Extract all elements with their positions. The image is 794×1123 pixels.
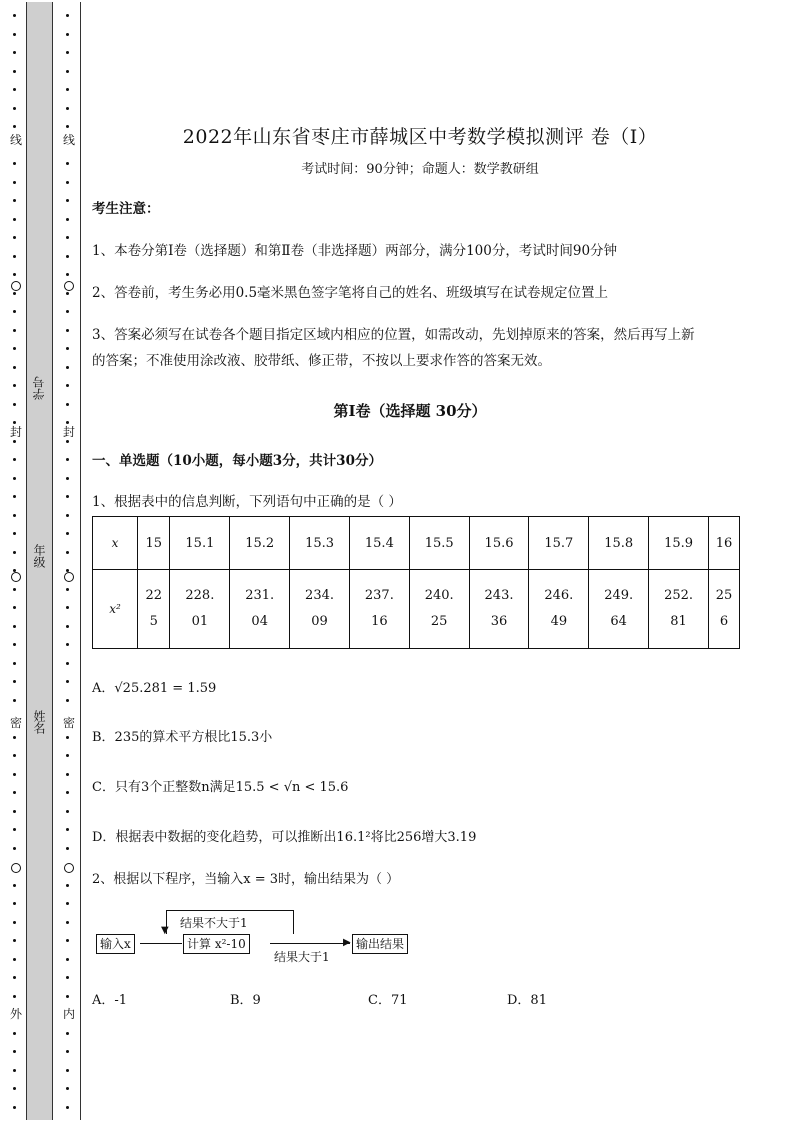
outer-mark-wai: 外 xyxy=(6,1007,26,1021)
cut-line-dot xyxy=(66,754,69,757)
arrow-down-icon: ▼ xyxy=(161,925,169,936)
cut-line-dot xyxy=(13,218,16,221)
notice-item-1: 1、本卷分第I卷（选择题）和第Ⅱ卷（非选择题）两部分，满分100分，考试时间90分钟 xyxy=(92,243,618,259)
cut-line-dot xyxy=(13,680,16,683)
cut-line-dot xyxy=(66,736,69,739)
cut-line-dot xyxy=(66,107,69,110)
outer-dotted-cut-line xyxy=(6,0,26,1123)
table-cell: 228.01 xyxy=(170,570,230,649)
inner-mark-xian: 线 xyxy=(59,133,79,147)
cut-line-dot xyxy=(66,1050,69,1053)
flow-arrow-line xyxy=(140,943,182,944)
exam-subtitle: 考试时间：90分钟；命题人：数学教研组 xyxy=(301,162,539,177)
inner-mark-mi: 密 xyxy=(59,716,79,730)
question-1-option-b: B．235的算术平方根比15.3小 xyxy=(92,730,273,745)
cut-line-dot xyxy=(66,643,69,646)
cut-line-dot xyxy=(13,810,16,813)
cut-line-dot xyxy=(13,421,16,424)
question-2-stem: 2、根据以下程序，当输入x = 3时，输出结果为（ ） xyxy=(92,872,400,887)
flow-loop-line xyxy=(166,910,294,911)
table-cell: 15 xyxy=(138,517,170,570)
flow-arrow-line xyxy=(270,943,350,944)
cut-line-dot xyxy=(13,958,16,961)
cut-line-dot xyxy=(13,14,16,17)
part-title: 一、单选题（10小题，每小题3分，共计30分） xyxy=(92,453,382,469)
question-1-option-c: C．只有3个正整数n满足15.5 < √n < 15.6 xyxy=(92,780,349,795)
cut-line-dot xyxy=(13,551,16,554)
table-cell: 246.49 xyxy=(529,570,589,649)
binding-circle xyxy=(11,572,21,582)
name-label: 姓名 xyxy=(32,710,46,734)
flow-loop-label: 结果不大于1 xyxy=(180,916,248,930)
cut-line-dot xyxy=(66,51,69,54)
cut-line-dot xyxy=(13,514,16,517)
cut-line-dot xyxy=(66,403,69,406)
arrow-head-icon: ▶ xyxy=(343,937,351,948)
cut-line-dot xyxy=(13,51,16,54)
row-label-x-squared: x² xyxy=(93,570,138,649)
page-title: 2022年山东省枣庄市薛城区中考数学模拟测评 卷（Ⅰ） xyxy=(182,126,658,148)
cut-line-dot xyxy=(13,255,16,258)
cut-line-dot xyxy=(66,662,69,665)
cut-line-dot xyxy=(66,125,69,128)
cut-line-dot xyxy=(66,902,69,905)
table-cell: 225 xyxy=(138,570,170,649)
cut-line-dot xyxy=(66,162,69,165)
inner-mark-feng: 封 xyxy=(59,425,79,439)
outer-mark-feng: 封 xyxy=(6,425,26,439)
cut-line-dot xyxy=(13,236,16,239)
outer-mark-xian: 线 xyxy=(6,133,26,147)
cut-line-dot xyxy=(66,958,69,961)
cut-line-dot xyxy=(66,477,69,480)
cut-line-dot xyxy=(13,643,16,646)
binding-circle xyxy=(64,572,74,582)
cut-line-dot xyxy=(13,847,16,850)
cut-line-dot xyxy=(66,551,69,554)
cut-line-dot xyxy=(66,70,69,73)
cut-line-dot xyxy=(13,699,16,702)
cut-line-dot xyxy=(66,828,69,831)
cut-line-dot xyxy=(66,14,69,17)
question-2-option-b: B．9 xyxy=(230,993,261,1008)
square-table xyxy=(92,516,740,649)
cut-line-dot xyxy=(13,88,16,91)
cut-line-dot xyxy=(13,273,16,276)
cut-line-dot xyxy=(66,33,69,36)
table-cell: 252.81 xyxy=(649,570,709,649)
question-2-option-c: C．71 xyxy=(368,993,408,1008)
cut-line-dot xyxy=(13,754,16,757)
cut-line-dot xyxy=(66,495,69,498)
cut-line-dot xyxy=(66,292,69,295)
inner-dotted-cut-line xyxy=(59,0,79,1123)
notice-item-2: 2、答卷前，考生务必用0.5毫米黑色签字笔将自己的姓名、班级填写在试卷规定位置上 xyxy=(92,285,609,301)
cut-line-dot xyxy=(13,458,16,461)
cut-line-dot xyxy=(66,625,69,628)
cut-line-dot xyxy=(13,884,16,887)
question-1-option-d: D．根据表中数据的变化趋势，可以推断出16.1²将比256增大3.19 xyxy=(92,830,477,845)
table-cell: 237.16 xyxy=(349,570,409,649)
cut-line-dot xyxy=(66,310,69,313)
cut-line-dot xyxy=(13,125,16,128)
cut-line-dot xyxy=(13,606,16,609)
table-cell: 15.4 xyxy=(349,517,409,570)
cut-line-dot xyxy=(66,181,69,184)
cut-line-dot xyxy=(13,495,16,498)
outer-mark-mi: 密 xyxy=(6,716,26,730)
table-cell: 15.8 xyxy=(589,517,649,570)
table-cell: 231.04 xyxy=(230,570,290,649)
cut-line-dot xyxy=(13,791,16,794)
cut-line-dot xyxy=(66,939,69,942)
flow-input-box: 输入x xyxy=(96,934,135,954)
cut-line-dot xyxy=(66,329,69,332)
cut-line-dot xyxy=(66,366,69,369)
cut-line-dot xyxy=(66,1087,69,1090)
cut-line-dot xyxy=(13,1050,16,1053)
cut-line-dot xyxy=(13,662,16,665)
table-cell: 15.9 xyxy=(649,517,709,570)
cut-line-dot xyxy=(13,347,16,350)
cut-line-dot xyxy=(66,680,69,683)
cut-line-dot xyxy=(13,292,16,295)
cut-line-dot xyxy=(13,921,16,924)
table-cell: 243.36 xyxy=(469,570,529,649)
cut-line-dot xyxy=(66,1106,69,1109)
table-cell: 15.1 xyxy=(170,517,230,570)
cut-line-dot xyxy=(66,88,69,91)
notice-item-3-cont: 的答案；不准使用涂改液、胶带纸、修正带，不按以上要求作答的答案无效。 xyxy=(92,353,551,369)
row-label-x: x xyxy=(93,517,138,570)
flow-exit-label: 结果大于1 xyxy=(274,950,330,964)
cut-line-dot xyxy=(13,1087,16,1090)
table-row xyxy=(93,517,740,570)
cut-line-dot xyxy=(66,921,69,924)
cut-line-dot xyxy=(13,976,16,979)
cut-line-dot xyxy=(66,199,69,202)
cut-line-dot xyxy=(66,273,69,276)
cut-line-dot xyxy=(13,33,16,36)
notice-item-3: 3、答案必须写在试卷各个题目指定区域内相应的位置，如需改动，先划掉原来的答案，然后再写上新 xyxy=(92,327,695,343)
cut-line-dot xyxy=(13,107,16,110)
table-cell: 240.25 xyxy=(409,570,469,649)
cut-line-dot xyxy=(13,181,16,184)
table-cell: 234.09 xyxy=(290,570,350,649)
cut-line-dot xyxy=(66,1069,69,1072)
binding-circle xyxy=(11,281,21,291)
cut-line-dot xyxy=(66,588,69,591)
cut-line-dot xyxy=(66,791,69,794)
cut-line-dot xyxy=(13,440,16,443)
cut-line-dot xyxy=(13,939,16,942)
grade-label: 年级 xyxy=(32,544,46,568)
cut-line-dot xyxy=(13,310,16,313)
student-id-label: 学号 xyxy=(32,376,46,400)
cut-line-dot xyxy=(13,162,16,165)
cut-line-dot xyxy=(66,847,69,850)
flow-compute-box: 计算 x²-10 xyxy=(183,934,250,954)
cut-line-dot xyxy=(13,366,16,369)
cut-line-dot xyxy=(66,976,69,979)
cut-line-dot xyxy=(66,606,69,609)
cut-line-dot xyxy=(66,1032,69,1035)
notice-heading: 考生注意： xyxy=(92,201,160,217)
cut-line-dot xyxy=(66,458,69,461)
cut-line-dot xyxy=(66,218,69,221)
cut-line-dot xyxy=(13,995,16,998)
cut-line-dot xyxy=(66,384,69,387)
cut-line-dot xyxy=(13,329,16,332)
cut-line-dot xyxy=(13,1032,16,1035)
question-1-stem: 1、根据表中的信息判断，下列语句中正确的是（ ） xyxy=(92,494,402,510)
cut-line-dot xyxy=(66,440,69,443)
cut-line-dot xyxy=(66,421,69,424)
question-2-option-d: D．81 xyxy=(507,993,547,1008)
flow-output-box: 输出结果 xyxy=(352,934,408,954)
volume-title: 第Ⅰ卷（选择题 30分） xyxy=(333,402,487,420)
cut-line-dot xyxy=(66,699,69,702)
cut-line-dot xyxy=(13,1106,16,1109)
binding-circle xyxy=(11,863,21,873)
table-cell: 15.5 xyxy=(409,517,469,570)
cut-line-dot xyxy=(13,477,16,480)
cut-line-dot xyxy=(66,514,69,517)
cut-line-dot xyxy=(66,995,69,998)
table-cell: 16 xyxy=(709,517,740,570)
table-cell: 15.3 xyxy=(290,517,350,570)
binding-line-inner xyxy=(80,2,81,1120)
table-cell: 15.6 xyxy=(469,517,529,570)
cut-line-dot xyxy=(13,773,16,776)
cut-line-dot xyxy=(13,403,16,406)
cut-line-dot xyxy=(66,773,69,776)
cut-line-dot xyxy=(13,736,16,739)
cut-line-dot xyxy=(13,625,16,628)
table-cell: 249.64 xyxy=(589,570,649,649)
cut-line-dot xyxy=(66,810,69,813)
flow-loop-line xyxy=(293,910,294,934)
cut-line-dot xyxy=(66,255,69,258)
cut-line-dot xyxy=(66,532,69,535)
table-cell: 15.2 xyxy=(230,517,290,570)
cut-line-dot xyxy=(13,199,16,202)
binding-line-right xyxy=(52,2,53,1120)
table-row xyxy=(93,570,740,649)
cut-line-dot xyxy=(66,347,69,350)
binding-circle xyxy=(64,281,74,291)
table-cell: 256 xyxy=(709,570,740,649)
cut-line-dot xyxy=(13,384,16,387)
cut-line-dot xyxy=(13,1069,16,1072)
cut-line-dot xyxy=(13,902,16,905)
question-1-option-a: A．√25.281 = 1.59 xyxy=(92,681,217,696)
cut-line-dot xyxy=(13,70,16,73)
binding-circle xyxy=(64,863,74,873)
cut-line-dot xyxy=(13,588,16,591)
cut-line-dot xyxy=(66,236,69,239)
cut-line-dot xyxy=(13,828,16,831)
table-cell: 15.7 xyxy=(529,517,589,570)
cut-line-dot xyxy=(13,532,16,535)
inner-mark-nei: 内 xyxy=(59,1007,79,1021)
cut-line-dot xyxy=(66,884,69,887)
question-2-option-a: A．-1 xyxy=(92,993,128,1008)
